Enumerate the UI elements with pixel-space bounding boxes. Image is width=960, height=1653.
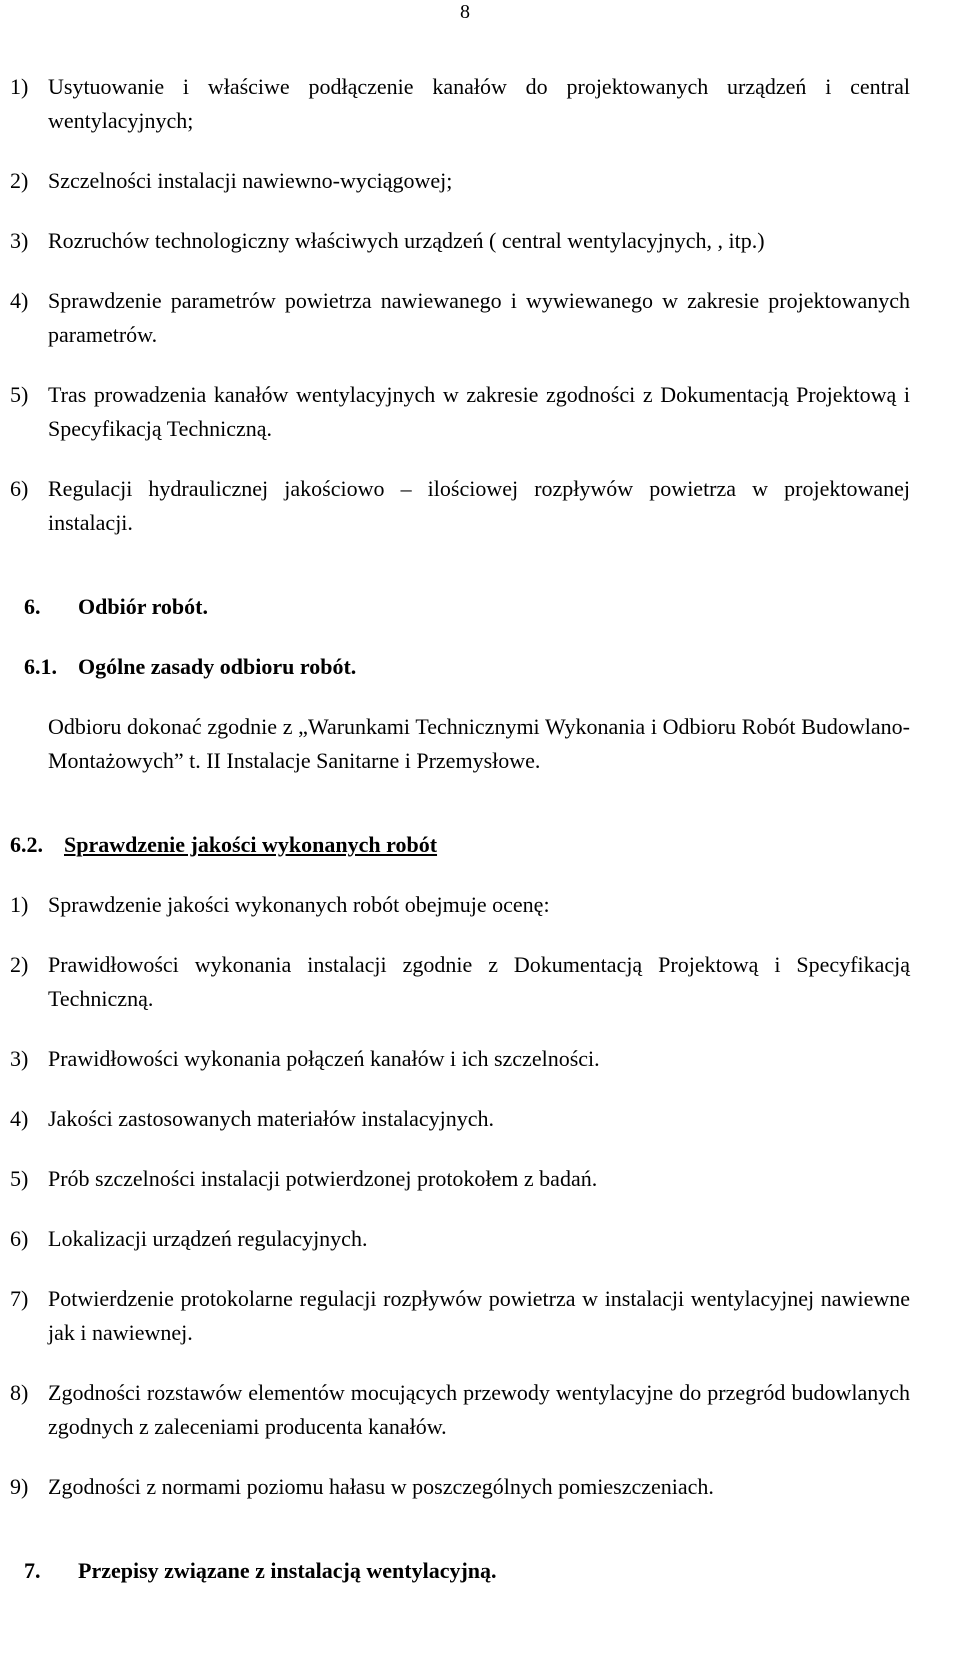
list-number: 2)	[10, 168, 29, 193]
list-number: 3)	[10, 1046, 29, 1071]
section-heading-6	[10, 590, 910, 624]
list-text: Regulacji hydraulicznej jakościowo – ilościowej rozpływów powietrza w projektowanej instalacji.	[48, 476, 910, 535]
section-number: 6.1.	[24, 654, 57, 679]
list-item	[10, 284, 910, 352]
list-number: 8)	[10, 1380, 29, 1405]
list-number: 5)	[10, 382, 29, 407]
section-number: 6.	[24, 594, 41, 619]
list-item	[10, 1222, 910, 1256]
list-item	[10, 948, 910, 1016]
list-number: 5)	[10, 1166, 29, 1191]
section-number: 7.	[24, 1558, 41, 1583]
list-item	[10, 1102, 910, 1136]
section-title: Odbiór robót.	[78, 594, 208, 619]
list-text: Szczelności instalacji nawiewno-wyciągowej;	[48, 168, 453, 193]
list-number: 9)	[10, 1474, 29, 1499]
section-title: Przepisy związane z instalacją wentylacyjną.	[78, 1558, 497, 1583]
section-heading-6-1	[10, 650, 910, 684]
section-title: Sprawdzenie jakości wykonanych robót	[64, 832, 438, 857]
list-text: Usytuowanie i właściwe podłączenie kanałów do projektowanych urządzeń i central wentylacyjnych;	[48, 74, 910, 133]
list-text: Sprawdzenie parametrów powietrza nawiewanego i wywiewanego w zakresie projektowanych parametrów.	[48, 288, 910, 347]
list-text: Prób szczelności instalacji potwierdzonej protokołem z badań.	[48, 1166, 598, 1191]
list-text: Rozruchów technologiczny właściwych urządzeń ( central wentylacyjnych, , itp.)	[48, 228, 765, 253]
list-text: Zgodności z normami poziomu hałasu w poszczególnych pomieszczeniach.	[48, 1474, 714, 1499]
list-item	[10, 224, 910, 258]
section-number: 6.2.	[10, 832, 43, 857]
list-text: Zgodności rozstawów elementów mocujących przewody wentylacyjne do przegród budowlanych zgodnych z zaleceniami producenta kanałów.	[48, 1380, 910, 1439]
list-item	[10, 70, 910, 138]
list-text: Prawidłowości wykonania połączeń kanałów i ich szczelności.	[48, 1046, 600, 1071]
list-text: Prawidłowości wykonania instalacji zgodnie z Dokumentacją Projektową i Specyfikacją Techniczną.	[48, 952, 910, 1011]
list-text: Tras prowadzenia kanałów wentylacyjnych w zakresie zgodności z Dokumentacją Projektową i Specyfikacją Techniczną.	[48, 382, 910, 441]
list-item	[10, 472, 910, 540]
section-heading-6-2	[10, 828, 910, 862]
section-paragraph: Odbioru dokonać zgodnie z „Warunkami Technicznymi Wykonania i Odbioru Robót Budowlano-Montażowych” t. II Instalacje Sanitarne i Przemysłowe.	[48, 714, 910, 773]
list-number: 2)	[10, 952, 29, 977]
list-number: 7)	[10, 1286, 29, 1311]
list-item	[10, 164, 910, 198]
list-item	[10, 1042, 910, 1076]
list-item	[10, 378, 910, 446]
list-number: 3)	[10, 228, 29, 253]
list-item	[10, 1376, 910, 1444]
list-number: 1)	[10, 74, 29, 99]
document-body	[10, 70, 910, 1588]
section-title: Ogólne zasady odbioru robót.	[78, 654, 357, 679]
page-number: 8	[460, 1, 470, 23]
list-text: Lokalizacji urządzeń regulacyjnych.	[48, 1226, 368, 1251]
list-text: Potwierdzenie protokolarne regulacji rozpływów powietrza w instalacji wentylacyjnej nawiewne jak i nawiewnej.	[48, 1286, 910, 1345]
list-number: 4)	[10, 288, 29, 313]
section-heading-7	[10, 1554, 910, 1588]
list-number: 6)	[10, 476, 29, 501]
list-text: Sprawdzenie jakości wykonanych robót obejmuje ocenę:	[48, 892, 550, 917]
list-number: 4)	[10, 1106, 29, 1131]
list-text: Jakości zastosowanych materiałów instalacyjnych.	[48, 1106, 494, 1131]
list-number: 1)	[10, 892, 29, 917]
list-item	[10, 1162, 910, 1196]
list-item	[10, 888, 910, 922]
list-item	[10, 1470, 910, 1504]
list-item	[10, 1282, 910, 1350]
list-number: 6)	[10, 1226, 29, 1251]
